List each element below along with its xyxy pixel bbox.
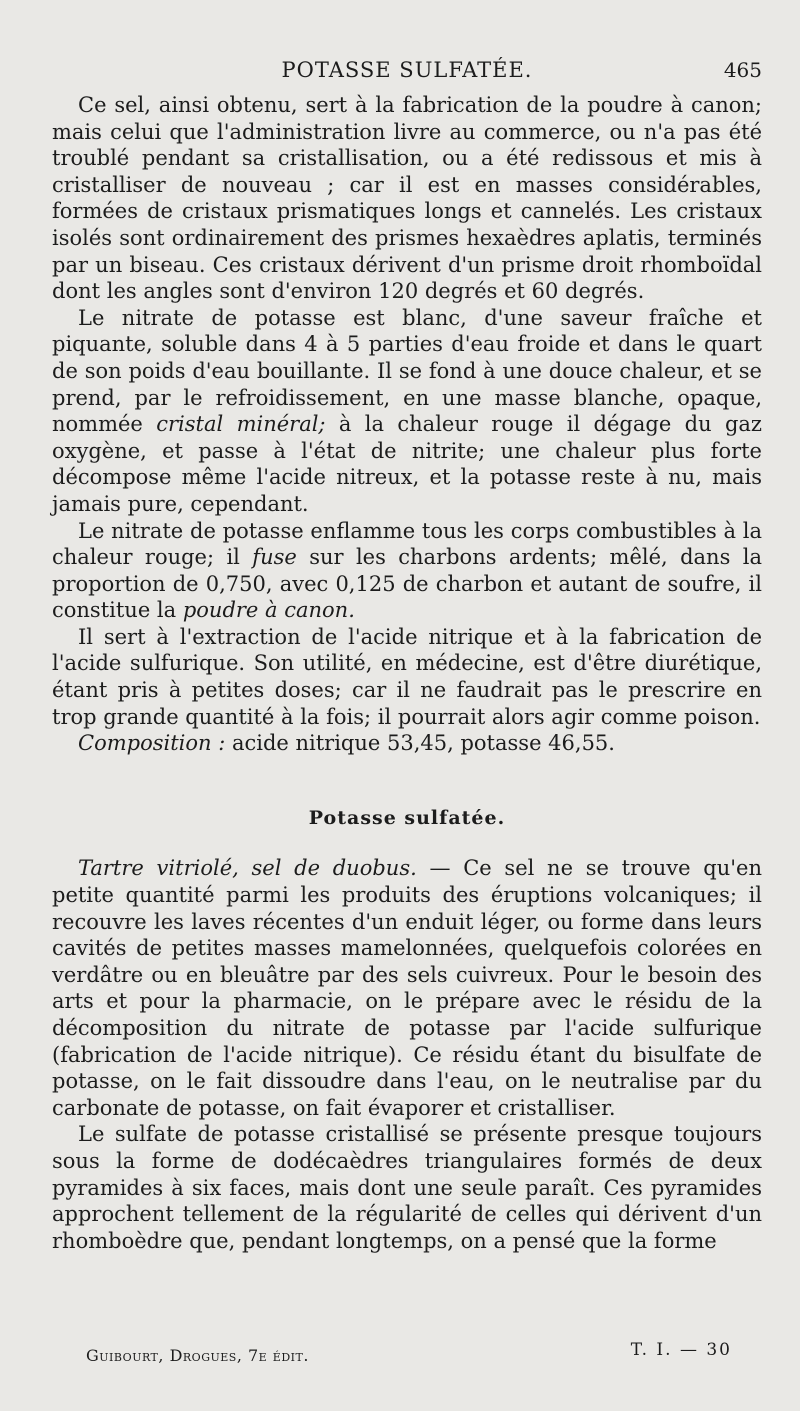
paragraph-3 <box>52 518 762 624</box>
paragraph-1: Ce sel, ainsi obtenu, sert à la fabrication de la poudre à canon; mais celui que l'administration livre au commerce, ou n'a pas été troublé pendant sa cristallisation, ou a été redissous et mis à cristalliser de nouveau ; car il est en masses considérables, formées de cristaux prismatiques longs et cannelés. Les cristaux isolés sont ordinairement des prismes hexaèdres aplatis, terminés par un biseau. Ces cristaux dérivent d'un prisme droit rhomboïdal dont les angles sont d'environ 120 degrés et 60 degrés. <box>52 93 762 304</box>
paragraph-2-italic: cristal minéral; <box>156 412 326 437</box>
paragraph-5-italic: Composition : <box>78 731 226 756</box>
paragraph-5-text: acide nitrique 53,45, potasse 46,55. <box>225 731 615 756</box>
page-header <box>52 58 762 88</box>
paragraph-2-text-b: à la chaleur rouge il dégage du gaz oxygène, et passe à l'état de nitrite; une chaleur plus forte décompose même l'acide nitreux, et la potasse reste à nu, mais jamais pure, cependant. <box>52 412 762 516</box>
paragraph-3-italic-1: fuse <box>252 545 297 570</box>
paragraph-6 <box>52 855 762 1121</box>
paragraph-6-text: — Ce sel ne se trouve qu'en petite quantité parmi les produits des éruptions volcaniques; il recouvre les laves récentes d'un enduit léger, ou forme dans leurs cavités de petites masses mamelonnées, quelquefois colorées en verdâtre ou en bleuâtre par des sels cuivreux. Pour le besoin des arts et pour la pharmacie, on le prépare avec le résidu de la décomposition du nitrate de potasse par l'acide sulfurique (fabrication de l'acide nitrique). Ce résidu étant du bisulfate de potasse, on le fait dissoudre dans l'eau, on le neutralise par du carbonate de potasse, on fait évaporer et cristalliser. <box>52 856 762 1120</box>
signature-mark: T. I. — 30 <box>630 1340 732 1360</box>
page-number: 465 <box>723 58 762 82</box>
paragraph-5 <box>52 730 762 757</box>
section-title: Potasse sulfatée. <box>308 806 506 829</box>
paragraph-4: Il sert à l'extraction de l'acide nitrique et à la fabrication de l'acide sulfurique. Son utilité, en médecine, est d'être diurétique, étant pris à petites doses; car il ne faudrait pas le prescrire en trop grande quantité à la fois; il pourrait alors agir comme poison. <box>52 624 762 729</box>
page-body <box>52 92 762 1254</box>
paragraph-7: Le sulfate de potasse cristallisé se présente presque toujours sous la forme de dodécaèdres triangulaires formés de deux pyramides à six faces, mais dont une seule paraît. Ces pyramides approchent tellement de la régularité de celles qui dérivent d'un rhomboèdre que, pendant longtemps, on a pensé que la forme <box>52 1122 762 1253</box>
page-footer <box>52 1340 762 1372</box>
footer-citation: Guibourt, Drogues, 7e édit. <box>86 1346 309 1365</box>
paragraph-2-text-a: Le nitrate de potasse est blanc, d'une saveur fraîche et piquante, soluble dans 4 à 5 parties d'eau froide et dans le quart de son poids d'eau bouillante. Il se fond à une douce chaleur, et se prend, par le refroidissement, en une masse blanche, opaque, nommée <box>52 305 762 437</box>
paragraph-3-italic-2: poudre à canon. <box>182 598 355 623</box>
paragraph-3-text-a: Le nitrate de potasse enflamme tous les corps combustibles à la chaleur rouge; il <box>52 518 762 570</box>
running-title: POTASSE SULFATÉE. <box>281 58 533 82</box>
paragraph-6-italic: Tartre vitriolé, sel de duobus. <box>78 856 417 881</box>
paragraph-2 <box>52 305 762 518</box>
paragraph-3-text-b: sur les charbons ardents; mêlé, dans la proportion de 0,750, avec 0,125 de charbon et autant de soufre, il constitue la <box>52 545 762 623</box>
